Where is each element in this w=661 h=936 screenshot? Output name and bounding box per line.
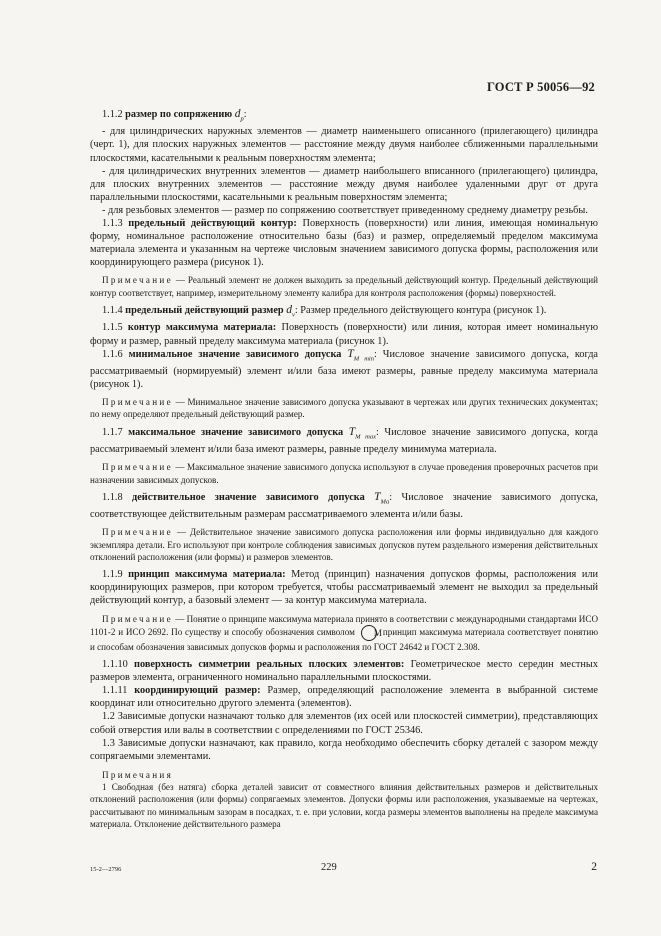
clause-1-3: 1.3 Зависимые допуски назначают, как правило, когда необходимо обеспечить сборку деталей с зазором между сопрягаемыми элементами. — [90, 737, 598, 762]
clause-1-1-10: 1.1.10 поверхность симметрии реальных плоских элементов: Геометрическое место середин местных размеров элемента, ограниченного номинально параллельными плоскостями. — [90, 659, 598, 684]
clause-1-1-6: 1.1.6 минимальное значение зависимого допуска $T_{M min}$: Числовое значение зависимого допуска, когда рассматриваемый (нормируемый) элемент и/или база имеют размеры, равные пределу максимума материала (рисунок 1). — [90, 347, 599, 391]
term: размер по сопряжению — [125, 109, 233, 120]
note: Примечание — Действительное значение зависимого допуска расположения или формы индивидуально для каждого экземпляра детали. Его используют при контроле соблюдения зависимых допусков путем раздельного измерения действительных отклонений расположения (или формы) и размеров элементов. — [90, 527, 598, 562]
note: Примечание — Минимальное значение зависимого допуска указывают в чертежах или других технических документах; по нему определяют предельный действующий размер. — [90, 397, 598, 420]
clause-1-1-5: 1.1.5 контур максимума материала: Поверхность (поверхности) или линия, которая имеет номинальную форму и размер, равный пределу максимума материала (рисунок 1). — [90, 322, 599, 347]
maximum-material-symbol: M — [361, 625, 377, 641]
page-number: 229 — [321, 862, 337, 873]
note: Примечание — Понятие о принципе максимума материала принято в соответствии с международными стандартами ИСО 1101-2 и ИСО 2692. По существу и способу обозначения символом Mпринцип максимума материала соответствует понятию и способам обозначения зависимых допусков формы и расположения по ГОСТ 24642 и ГОСТ 2.308. — [90, 613, 599, 652]
note: Примечание — Реальный элемент не должен выходить за предельный действующий контур. Предельный действующий контур соответствует, например, измерительному элементу калибра для контроля расположения (формы) поверхностей. — [90, 275, 598, 298]
list-item: - для резьбовых элементов — размер по сопряжению соответствует приведенному среднему диаметру резьбы. — [102, 204, 588, 216]
clause-1-2: 1.2 Зависимые допуски назначают только для элементов (их осей или плоскостей симметрии), представляющих собой отверстия или валы в соответствии с определениями по ГОСТ 25346. — [90, 711, 598, 736]
list-item: - для цилиндрических внутренних элементов — диаметр наибольшего вписанного (прилегающего) цилиндра, для плоских внутренних элементов — расстояние между двумя наиболее удаленными друг от друга параллельными плоскостями, касательными к реальным поверхностям элемента; — [90, 165, 598, 203]
clause-1-1-2: 1.1.2 размер по сопряжению $d_p$: — [102, 108, 247, 123]
clause-1-1-7: 1.1.7 максимальное значение зависимого допуска $T_{M max}$: Числовое значение зависимого допуска, когда рассматриваемый элемент и/или база имеют размеры, равные пределу минимума материала. — [90, 425, 598, 456]
clause-1-1-4: 1.1.4 предельный действующий размер $d_v$: Размер предельного действующего контура (рисунок 1). — [102, 304, 547, 319]
clause-1-1-3: 1.1.3 предельный действующий контур: Поверхность (поверхности) или линия, имеющая номинальную форму, номинальное расположение относительно базы (баз) и размер, определяемый пределом максимума материала элемента и указанным на чертеже числовым значением зависимого допуска формы, расположения или координирующего размера (рисунок 1). — [90, 218, 598, 269]
symbol-dp: $d_p$ — [234, 108, 244, 123]
notes-heading: Примечания — [102, 769, 174, 780]
note: Примечание — Максимальное значение зависимого допуска используют в случае проведения проверочных расчетов при назначении зависимых допусков. — [90, 462, 598, 485]
page-body — [90, 108, 598, 830]
note-item: 1 Свободная (без натяга) сборка деталей зависит от совместного влияния действительных размеров и действительных отклонений расположения (или формы) сопрягаемых элементов. Допуски формы или расположения, указываемые на чертежах, рассчитывают по минимальным зазорам в посадках, т. е. при условии, когда размеры элементов выполнены на пределе максимума материала. Отклонение действительного размера — [90, 782, 598, 830]
clause-1-1-8: 1.1.8 действительное значение зависимого допуска $T_{Ma}$: Числовое значение зависимого допуска, соответствующее действительным размерам рассматриваемого элемента и/или базы. — [90, 490, 598, 521]
clause-1-1-9: 1.1.9 принцип максимума материала: Метод (принцип) назначения допусков формы, расположения или координирующих размеров, при котором требуется, чтобы рассматриваемый элемент не выходил за предельный действующий контур, а базовый элемент — за контур максимума материала. — [90, 569, 598, 607]
sheet-number: 2 — [591, 861, 597, 873]
print-code: 15-2—2796 — [90, 866, 122, 873]
clause-1-1-11: 1.1.11 координирующий размер: Размер, определяющий расположение элемента в выбранной системе координат или относительно другого элемента (элементов). — [90, 685, 598, 710]
document-header: ГОСТ Р 50056—92 — [486, 80, 595, 94]
list-item: - для цилиндрических наружных элементов — диаметр наименьшего описанного (прилегающего) цилиндра (черт. 1), для плоских наружных элементов — расстояние между двумя наиболее сближенными параллельными плоскостями, касательными к реальным поверхностям элемента; — [90, 126, 598, 164]
